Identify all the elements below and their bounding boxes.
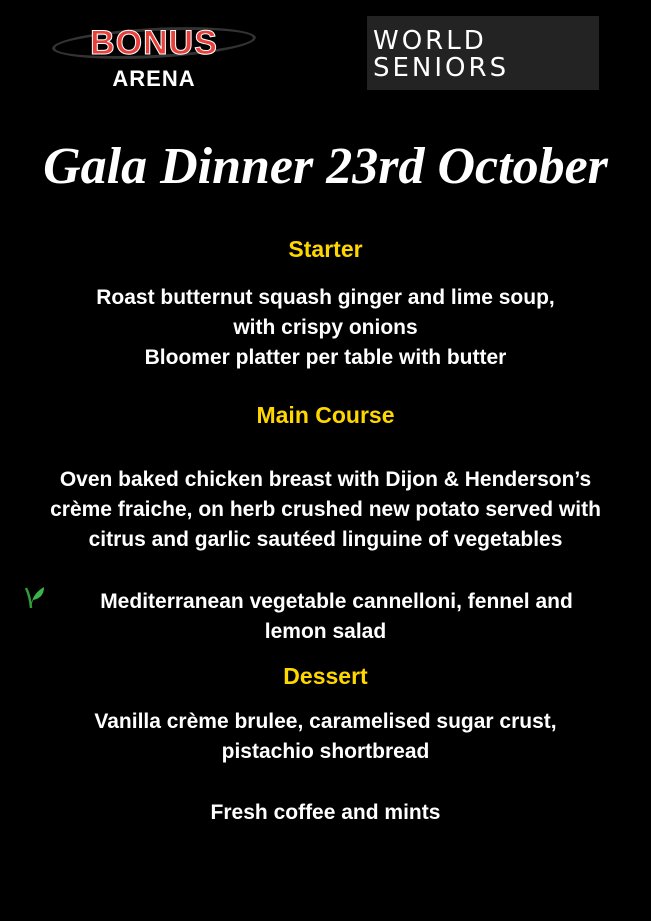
world-seniors-line: SENIORS [373, 53, 510, 83]
page-title: Gala Dinner 23rd October [43, 138, 608, 195]
menu-line: Roast butternut squash ginger and lime soup, [96, 286, 555, 309]
heading-starter: Starter [288, 236, 363, 262]
menu-line: Fresh coffee and mints [210, 801, 441, 824]
menu-line-vegetarian: Mediterranean vegetable cannelloni, fennel and [100, 590, 573, 613]
world-seniors-logo [367, 16, 599, 90]
world-seniors-line: WORLD [373, 26, 487, 56]
menu-line-vegetarian: lemon salad [264, 620, 387, 643]
bonus-arena-logo [52, 22, 256, 64]
bonus-logo-text: BONUS [90, 24, 218, 62]
heading-main-course: Main Course [256, 402, 395, 428]
menu-line: Vanilla crème brulee, caramelised sugar crust, [94, 710, 557, 733]
menu-line: Bloomer platter per table with butter [144, 346, 507, 369]
menu-line: with crispy onions [233, 316, 418, 339]
arena-logo-text: ARENA [112, 66, 196, 91]
heading-dessert: Dessert [283, 663, 368, 689]
menu-line: Oven baked chicken breast with Dijon & Henderson’s [59, 468, 592, 491]
menu-line: pistachio shortbread [221, 740, 430, 763]
menu-line: crème fraiche, on herb crushed new potato served with [50, 498, 601, 521]
menu-line: citrus and garlic sautéed linguine of vegetables [88, 528, 563, 551]
